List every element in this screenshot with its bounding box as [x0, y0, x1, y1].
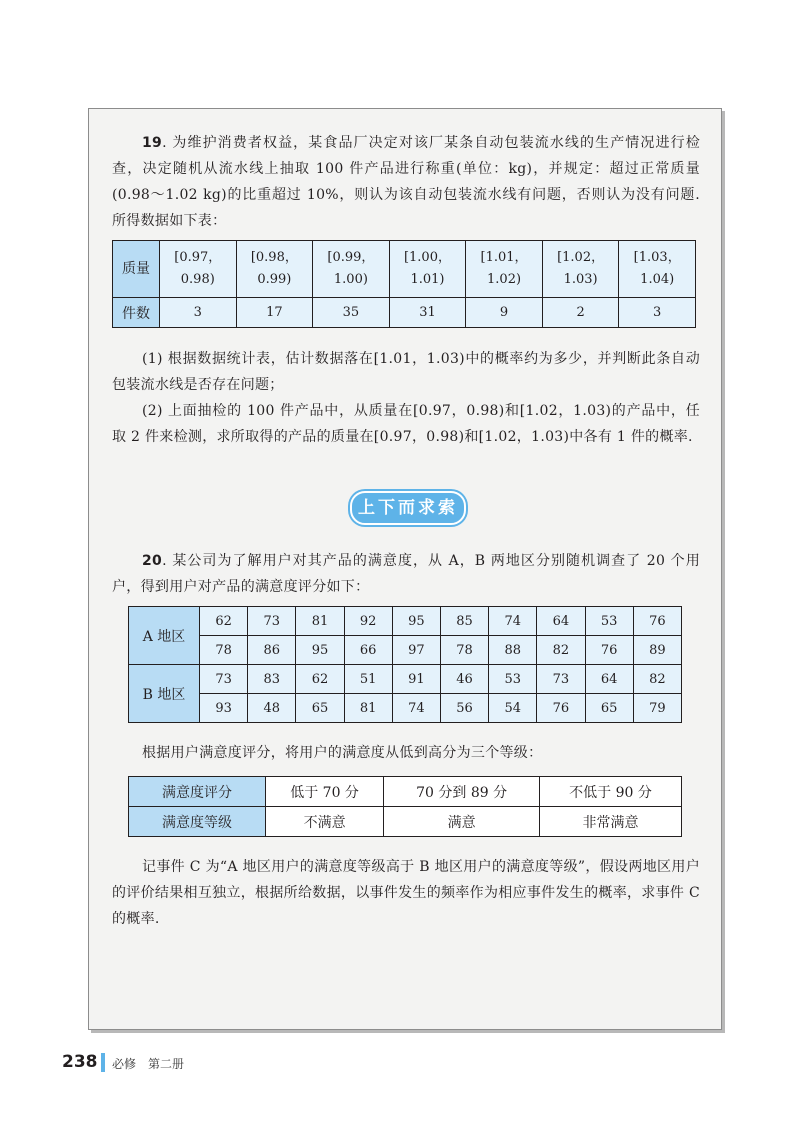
grade-cell: 低于 70 分 — [266, 777, 384, 807]
count-cell: 9 — [466, 298, 543, 328]
score-cell: 65 — [296, 694, 344, 723]
grade-cell: 不低于 90 分 — [540, 777, 682, 807]
score-cell: 78 — [440, 636, 488, 665]
grade-cell: 满意 — [384, 807, 540, 837]
table-row — [113, 298, 696, 328]
score-cell: 64 — [537, 607, 585, 636]
score-cell: 51 — [344, 665, 392, 694]
score-cell: 56 — [440, 694, 488, 723]
score-cell: 89 — [633, 636, 681, 665]
score-cell: 81 — [296, 607, 344, 636]
score-cell: 83 — [248, 665, 296, 694]
score-cell: 85 — [440, 607, 488, 636]
interval-cell: [1.02，1.03) — [542, 241, 619, 298]
score-cell: 76 — [537, 694, 585, 723]
count-cell: 2 — [542, 298, 619, 328]
score-cell: 86 — [248, 636, 296, 665]
row-header: 质量 — [113, 241, 160, 298]
score-cell: 64 — [585, 665, 633, 694]
score-cell: 73 — [248, 607, 296, 636]
table-row — [129, 807, 682, 837]
score-cell: 48 — [248, 694, 296, 723]
footer-divider — [101, 1053, 105, 1072]
table-row — [129, 777, 682, 807]
score-cell: 73 — [537, 665, 585, 694]
region-a-label: A 地区 — [129, 607, 200, 665]
score-cell: 62 — [200, 607, 248, 636]
q20-grade-intro: 根据用户满意度评分，将用户的满意度从低到高分为三个等级： — [142, 745, 543, 761]
table-row — [129, 607, 682, 636]
interval-cell: [1.03，1.04) — [619, 241, 696, 298]
table-row — [129, 636, 682, 665]
score-cell: 82 — [633, 665, 681, 694]
interval-cell: [0.97，0.98) — [160, 241, 237, 298]
q19-intro: 19. 为维护消费者权益，某食品厂决定对该厂某条自动包装流水线的生产情况进行检查，决定随机从流水线上抽取 100 件产品进行称重(单位：kg)，并规定：超过正常质量(0.98～1.02 kg)的比重超过 10%，则认为该自动包装流水线有问题，否则认为没有问题. 所得数据如下表： — [112, 135, 700, 229]
count-cell: 35 — [313, 298, 390, 328]
score-cell: 92 — [344, 607, 392, 636]
score-cell: 88 — [489, 636, 537, 665]
score-cell: 82 — [537, 636, 585, 665]
q20-grade-table — [128, 776, 682, 837]
count-cell: 3 — [619, 298, 696, 328]
score-cell: 73 — [200, 665, 248, 694]
score-cell: 95 — [296, 636, 344, 665]
table-row — [113, 241, 696, 298]
score-cell: 65 — [585, 694, 633, 723]
count-cell: 31 — [389, 298, 466, 328]
score-cell: 53 — [585, 607, 633, 636]
q20-score-table — [128, 606, 682, 723]
table-row — [129, 665, 682, 694]
score-cell: 76 — [633, 607, 681, 636]
score-cell: 46 — [440, 665, 488, 694]
region-b-label: B 地区 — [129, 665, 200, 723]
score-cell: 81 — [344, 694, 392, 723]
score-cell: 78 — [200, 636, 248, 665]
score-cell: 74 — [392, 694, 440, 723]
score-cell: 53 — [489, 665, 537, 694]
score-cell: 93 — [200, 694, 248, 723]
q19-weight-table — [112, 240, 696, 328]
score-cell: 66 — [344, 636, 392, 665]
row-header: 满意度等级 — [129, 807, 266, 837]
volume-name: 第二册 — [148, 1057, 185, 1071]
section-banner: 上下而求索 — [350, 491, 466, 525]
count-cell: 3 — [160, 298, 237, 328]
footer-label — [112, 1055, 196, 1072]
score-cell: 54 — [489, 694, 537, 723]
interval-cell: [0.99，1.00) — [313, 241, 390, 298]
grade-cell: 非常满意 — [540, 807, 682, 837]
page-number: 238 — [62, 1052, 98, 1072]
row-header: 件数 — [113, 298, 160, 328]
score-cell: 74 — [489, 607, 537, 636]
q20-number: 20 — [142, 553, 163, 569]
interval-cell: [1.00，1.01) — [389, 241, 466, 298]
grade-cell: 70 分到 89 分 — [384, 777, 540, 807]
row-header: 满意度评分 — [129, 777, 266, 807]
book-name: 必修 — [112, 1057, 137, 1071]
q20-conclusion: 记事件 C 为“A 地区用户的满意度等级高于 B 地区用户的满意度等级”，假设两地区用户的评价结果相互独立，根据所给数据，以事件发生的频率作为相应事件发生的概率，求事件 C 的概率. — [112, 859, 700, 927]
q20-intro: 20. 某公司为了解用户对其产品的满意度，从 A，B 两地区分别随机调查了 20 个用户，得到用户对产品的满意度评分如下： — [112, 553, 700, 595]
score-cell: 95 — [392, 607, 440, 636]
score-cell: 97 — [392, 636, 440, 665]
table-row — [129, 694, 682, 723]
score-cell: 76 — [585, 636, 633, 665]
q19-part2: (2) 上面抽检的 100 件产品中，从质量在[0.97，0.98)和[1.02，1.03)的产品中，任取 2 件来检测，求所取得的产品的质量在[0.97，0.98)和[1.02，1.03)中各有 1 件的概率. — [112, 403, 700, 445]
grade-cell: 不满意 — [266, 807, 384, 837]
score-cell: 91 — [392, 665, 440, 694]
q19-number: 19 — [142, 135, 163, 151]
interval-cell: [1.01，1.02) — [466, 241, 543, 298]
count-cell: 17 — [236, 298, 313, 328]
score-cell: 62 — [296, 665, 344, 694]
q19-part1: (1) 根据数据统计表，估计数据落在[1.01，1.03)中的概率约为多少，并判断此条自动包装流水线是否存在问题； — [112, 351, 700, 393]
score-cell: 79 — [633, 694, 681, 723]
interval-cell: [0.98，0.99) — [236, 241, 313, 298]
